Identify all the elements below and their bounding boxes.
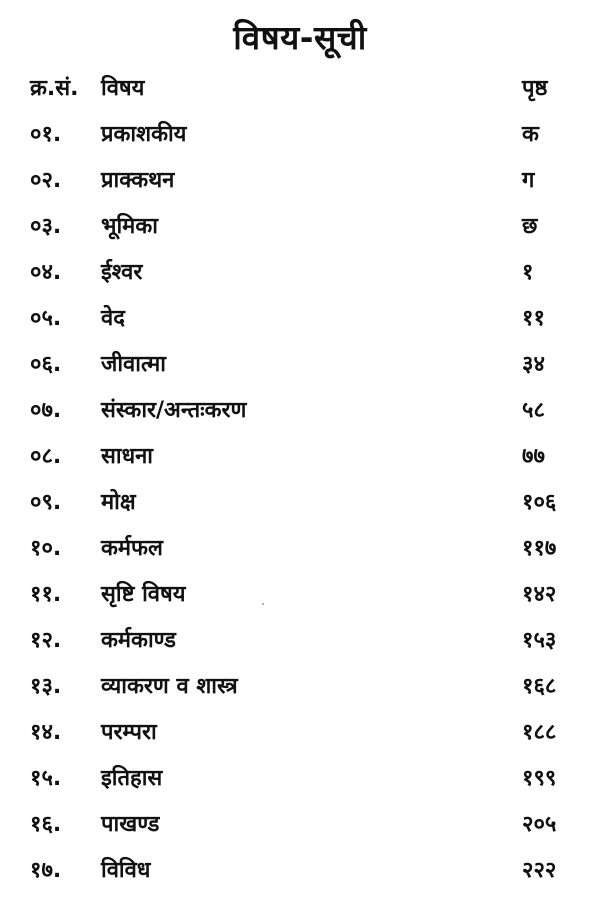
entry-number: १०. [30, 536, 62, 561]
entry-number: ०३. [30, 214, 62, 239]
header-page: पृष्ठ [522, 76, 548, 101]
entry-subject: वेद [101, 306, 125, 331]
toc-row [0, 572, 600, 618]
entry-number: ०६. [30, 352, 62, 377]
entry-subject: भूमिका [101, 214, 158, 239]
entry-subject: प्राक्कथन [101, 168, 175, 193]
entry-subject: पाखण्ड [101, 812, 160, 837]
toc-row [0, 756, 600, 802]
toc-row [0, 204, 600, 250]
header-subject: विषय [101, 76, 145, 101]
entry-number: ०२. [30, 168, 62, 193]
entry-subject: साधना [101, 444, 154, 469]
table-of-contents [0, 66, 600, 894]
toc-header-row [0, 66, 600, 112]
toc-row [0, 434, 600, 480]
toc-row [0, 250, 600, 296]
entry-page: छ [522, 214, 538, 239]
toc-row [0, 664, 600, 710]
entry-page: १४२ [522, 582, 557, 607]
page-title: विषय-सूची [233, 18, 367, 57]
entry-subject: व्याकरण व शास्त्र [101, 674, 238, 699]
entry-page: क [522, 122, 539, 147]
entry-subject: प्रकाशकीय [101, 122, 187, 147]
toc-row [0, 388, 600, 434]
entry-subject: विविध [101, 858, 151, 883]
scan-speck [262, 603, 264, 605]
entry-number: १३. [30, 674, 62, 699]
toc-row [0, 526, 600, 572]
entry-number: ०९. [30, 490, 62, 515]
toc-row [0, 710, 600, 756]
entry-page: १८८ [522, 720, 557, 745]
entry-number: १५. [30, 766, 62, 791]
toc-row [0, 296, 600, 342]
entry-subject: ईश्वर [101, 260, 143, 285]
entry-number: ०५. [30, 306, 62, 331]
entry-page: १५३ [522, 628, 557, 653]
entry-page: ५८ [522, 398, 545, 423]
entry-subject: संस्कार/अन्तःकरण [101, 398, 247, 423]
header-number: क्र.सं. [30, 76, 79, 101]
entry-page: ११७ [522, 536, 557, 561]
entry-page: १ [522, 260, 534, 285]
entry-subject: जीवात्मा [101, 352, 166, 377]
entry-page: ३४ [522, 352, 545, 377]
entry-subject: सृष्टि विषय [101, 582, 186, 607]
entry-page: ग [522, 168, 535, 193]
entry-number: १६. [30, 812, 62, 837]
entry-number: ०७. [30, 398, 62, 423]
entry-number: १७. [30, 858, 62, 883]
entry-page: १९९ [522, 766, 557, 791]
entry-subject: इतिहास [101, 766, 163, 791]
entry-subject: कर्मकाण्ड [101, 628, 176, 653]
entry-number: १२. [30, 628, 62, 653]
entry-page: २०५ [522, 812, 557, 837]
toc-row [0, 618, 600, 664]
toc-row [0, 848, 600, 894]
entry-number: ०१. [30, 122, 62, 147]
toc-row [0, 802, 600, 848]
entry-number: ०८. [30, 444, 62, 469]
toc-row [0, 158, 600, 204]
toc-row [0, 342, 600, 388]
entry-subject: कर्मफल [101, 536, 163, 561]
entry-number: १४. [30, 720, 62, 745]
entry-subject: मोक्ष [101, 490, 136, 515]
entry-page: १०६ [522, 490, 557, 515]
entry-page: ११ [522, 306, 545, 331]
entry-page: ७७ [522, 444, 545, 469]
entry-number: ०४. [30, 260, 62, 285]
toc-row [0, 480, 600, 526]
toc-row [0, 112, 600, 158]
entry-subject: परम्परा [101, 720, 157, 745]
entry-page: २२२ [522, 858, 557, 883]
entry-page: १६८ [522, 674, 557, 699]
entry-number: ११. [30, 582, 62, 607]
